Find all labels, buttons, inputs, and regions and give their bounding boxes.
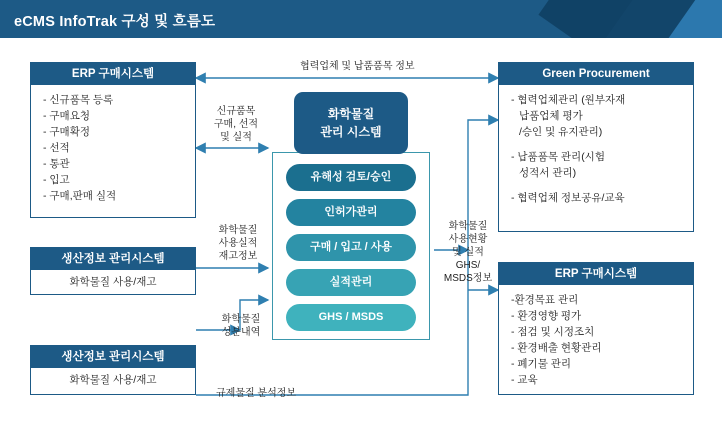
list-item: - 교육 (511, 374, 538, 386)
edge-label-left-upper: 신규품목 구매, 선적 및 실적 (213, 106, 259, 143)
list-item: - 협력업체관리 (원부자재 (511, 94, 626, 106)
box-green-procurement[interactable] (498, 62, 694, 232)
list-item: 납품업체 평가 (519, 110, 583, 122)
module-ghs-msds[interactable]: GHS / MSDS (286, 304, 416, 331)
box-erp-purchase-title: ERP 구매시스템 (31, 63, 195, 85)
edge-label-right-middle: 화학물질 사용현황 및 실적 GHS/ MSDS정보 (443, 221, 493, 284)
list-item: - 구매확정 (43, 126, 90, 138)
list-item: - 선적 (43, 142, 70, 154)
module-performance-management[interactable]: 실적관리 (286, 269, 416, 296)
edge-label-top: 협력업체 및 납품품목 정보 (300, 61, 415, 72)
list-item: 성적서 관리) (519, 167, 577, 179)
box-green-procurement-title: Green Procurement (499, 63, 693, 85)
center-system-title (294, 92, 408, 154)
list-item: - 협력업체 정보공유/교육 (511, 192, 625, 204)
edge-label-left-middle: 화학물질 사용실적 재고정보 (218, 225, 258, 262)
list-item: - 구매,판매 실적 (43, 190, 117, 202)
list-item: -환경목표 관리 (511, 294, 579, 306)
list-item: - 납품품목 관리(시험 (511, 151, 605, 163)
box-production-info-2[interactable] (30, 345, 196, 395)
box-production-info-1-title: 생산정보 관리시스템 (31, 248, 195, 270)
box-erp-purchase-2-title: ERP 구매시스템 (499, 263, 693, 285)
box-green-procurement-body (499, 85, 693, 213)
center-title-line1: 화학물질 (327, 107, 375, 121)
module-hazard-review[interactable]: 유해성 검토/승인 (286, 164, 416, 191)
box-production-info-1-body: 화학물질 사용/재고 (69, 276, 157, 288)
list-item: - 점검 및 시정조치 (511, 326, 595, 338)
module-permit-management[interactable]: 인허가관리 (286, 199, 416, 226)
list-item: - 신규품목 등록 (43, 94, 114, 106)
edge-label-bottom: 규제물질 분석정보 (216, 388, 297, 399)
center-title-line2: 관리 시스템 (320, 125, 382, 139)
list-item: - 환경영향 평가 (511, 310, 582, 322)
module-purchase-receipt-use[interactable]: 구매 / 입고 / 사용 (286, 234, 416, 261)
box-production-info-1[interactable] (30, 247, 196, 295)
list-item: - 입고 (43, 174, 70, 186)
box-erp-purchase-body (31, 85, 195, 211)
box-production-info-2-title: 생산정보 관리시스템 (31, 346, 195, 368)
list-item: - 구매요청 (43, 110, 90, 122)
edge-label-left-lower: 화학물질 성분내역 (221, 314, 261, 338)
list-item: - 통관 (43, 158, 70, 170)
box-erp-purchase[interactable] (30, 62, 196, 218)
list-item: - 폐기물 관리 (511, 358, 572, 370)
box-erp-purchase-2[interactable] (498, 262, 694, 395)
box-production-info-2-body: 화학물질 사용/재고 (69, 374, 157, 386)
page-title: eCMS InfoTrak 구성 및 흐름도 (14, 14, 216, 30)
box-erp-purchase-2-body (499, 285, 693, 395)
list-item: - 환경배출 현황관리 (511, 342, 602, 354)
list-item: /승인 및 유지관리) (519, 126, 603, 138)
